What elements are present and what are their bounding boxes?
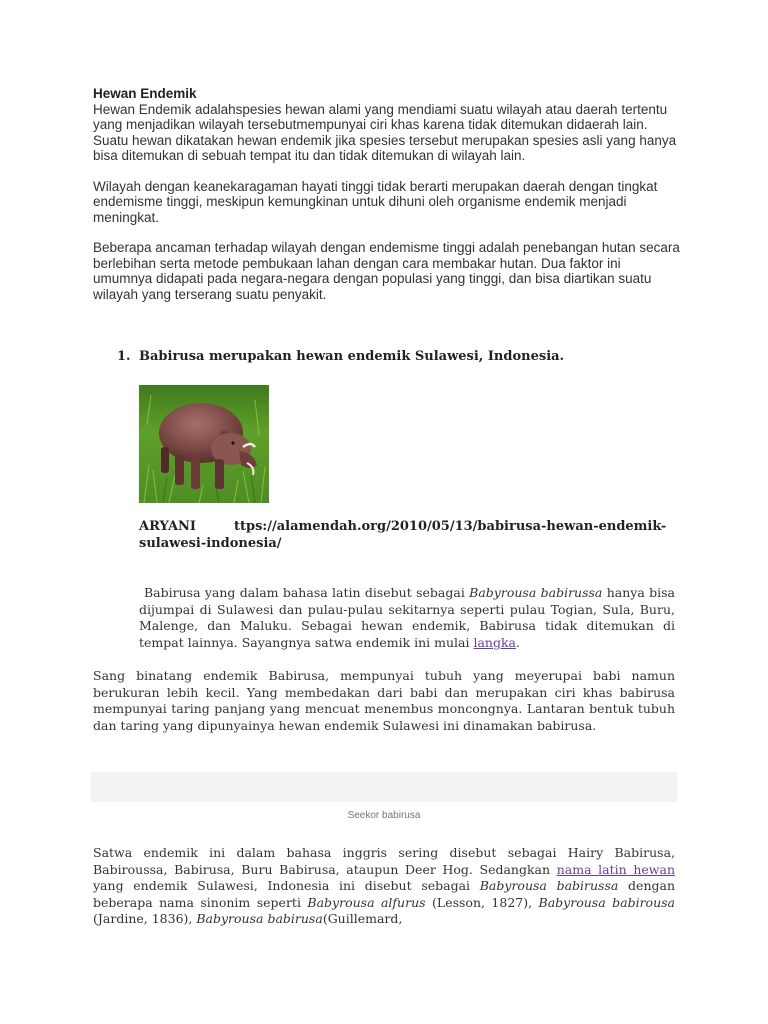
paragraph-babirusa-names bbox=[93, 845, 675, 928]
list-item-text: Babirusa merupakan hewan endemik Sulawesi, Indonesia. bbox=[139, 349, 565, 364]
intro-paragraph-1: Hewan Endemik adalahspesies hewan alami yang mendiami suatu wilayah atau daerah tertentu yang menjadikan wilayah tersebutmempunyai ciri khas karena tidak ditemukan didaerah lain. Suatu hewan dikatakan hewan endemik jika spesies tersebut merupakan spesies asli yang hanya bisa ditemukan di sebuah tempat itu dan tidak ditemukan di wilayah lain. bbox=[93, 101, 677, 163]
para3-latin-2: Babyrousa alfurus bbox=[307, 894, 426, 910]
list-item bbox=[117, 349, 677, 364]
section-title: Hewan Endemik bbox=[93, 86, 197, 101]
para1-text-1: Babirusa yang dalam bahasa latin disebut sebagai bbox=[144, 585, 465, 600]
para1-text-2: hanya bisa dijumpai di Sulawesi dan pulau-pulau sekitarnya seperti pulau Togian, Sula, Buru, Malenge, dan Maluku. Sebagai hewan endemik, Babirusa tidak ditemukan di tempat lainnya. Sayangnya satwa endemik ini mulai bbox=[139, 585, 675, 650]
para3-latin-1: Babyrousa babirussa bbox=[479, 878, 619, 893]
babirusa-image bbox=[139, 385, 269, 503]
para3-text-1: Satwa endemik ini dalam bahasa inggris sering disebut sebagai Hairy Babirusa, Babiroussa, Babirusa, Buru Babirusa, ataupun Deer Hog. Sedangkan bbox=[93, 845, 675, 877]
list-number: 1. bbox=[117, 349, 131, 364]
author-label: ARYANI bbox=[139, 519, 196, 534]
intro-section bbox=[93, 86, 683, 317]
source-citation bbox=[139, 518, 679, 552]
babirusa-photo bbox=[139, 385, 269, 503]
para3-text-5: (Jardine, 1836), bbox=[93, 911, 197, 926]
para1-latin-name: Babyrousa babirussa bbox=[469, 585, 603, 600]
link-langka[interactable]: langka bbox=[473, 634, 516, 650]
image-caption: Seekor babirusa bbox=[347, 810, 421, 821]
para3-text-4: (Lesson, 1827), bbox=[425, 894, 539, 910]
intro-paragraph-2: Wilayah dengan keanekaragaman hayati tinggi tidak berarti merupakan daerah dengan tingkat endemisme tinggi, meskipun kemungkinan untuk dihuni oleh organisme endemik menjadi meningkat. bbox=[93, 178, 658, 225]
para3-text-6: (Guillemard, bbox=[322, 911, 403, 926]
intro-paragraph-3: Beberapa ancaman terhadap wilayah dengan endemisme tinggi adalah penebangan hutan secara berlebihan serta metode pembukaan lahan dengan cara membakar hutan. Dua faktor ini umumnya didapati pada negara-negara dengan populasi yang tinggi, dan bisa diartikan suatu wilayah yang terserang suatu penyakit. bbox=[93, 240, 680, 302]
paragraph-babirusa-body: Sang binatang endemik Babirusa, mempunyai tubuh yang meyerupai babi namun berukuran lebih kecil. Yang membedakan dari babi dan merupakan ciri khas babirusa mempunyai taring panjang yang mencuat menembus moncongnya. Lantaran bentuk tubuh dan taring yang dipunyainya hewan endemik Sulawesi ini dinamakan babirusa. bbox=[93, 668, 675, 733]
para3-latin-3: Babyrousa babirousa bbox=[538, 894, 675, 910]
para3-text-2: yang endemik Sulawesi, Indonesia ini disebut sebagai bbox=[93, 878, 480, 893]
para3-text-3: dengan beberapa nama sinonim seperti bbox=[93, 878, 675, 910]
para1-text-3: . bbox=[516, 634, 520, 650]
source-url: ttps://alamendah.org/2010/05/13/babirusa-hewan-endemik-sulawesi-indonesia/ bbox=[139, 519, 667, 551]
image-placeholder-box bbox=[91, 772, 677, 802]
para3-latin-4: Babyrousa babirusa bbox=[196, 911, 323, 926]
link-nama-latin-hewan[interactable]: nama latin hewan bbox=[556, 861, 675, 877]
paragraph-babirusa-latin bbox=[139, 585, 675, 651]
